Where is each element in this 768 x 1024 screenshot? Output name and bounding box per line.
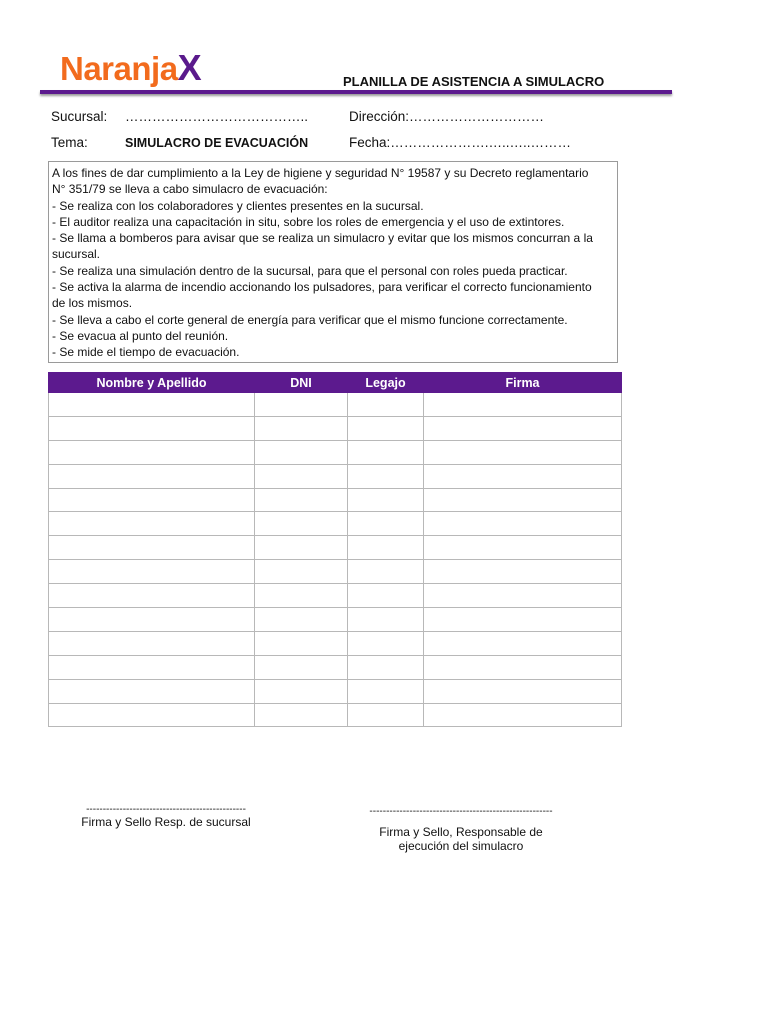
legajo-cell [348,512,424,536]
legajo-cell [348,703,424,727]
intro-line: - El auditor realiza una capacitación in situ, sobre los roles de emergencia y el uso de extintores. [52,214,565,229]
dni-cell [255,631,348,655]
signature-line: ------------------------------------------------------- [369,806,553,817]
tema-label: Tema: [51,135,88,150]
dni-cell [255,393,348,417]
direccion-label: Dirección: [349,109,410,124]
dni-cell [255,464,348,488]
naranjax-logo [60,47,202,88]
table-row [49,679,622,703]
legajo-cell [348,655,424,679]
sucursal-value: ………………………………….. [125,109,309,124]
direccion-value: ………………………… [409,109,545,124]
fecha-value: ………………….…..…..……… [390,135,572,150]
dni-cell [255,512,348,536]
nombre-cell [49,584,255,608]
firma-cell [424,703,622,727]
dni-cell [255,679,348,703]
tema-value: SIMULACRO DE EVACUACIÓN [125,136,309,150]
logo-text: Naranja [60,50,178,87]
intro-line: N° 351/79 se lleva a cabo simulacro de evacuación: [52,182,328,197]
signature-responsable [356,806,566,853]
dni-cell [255,655,348,679]
intro-line: - Se llama a bomberos para avisar que se realiza un simulacro y evitar que los mismos concurran a la [52,231,593,246]
table-row [49,464,622,488]
table-row [49,536,622,560]
intro-line: - Se realiza con los colaboradores y clientes presentes en la sucursal. [52,198,424,213]
attendance-table [48,372,622,727]
table-row [49,512,622,536]
legajo-cell [348,631,424,655]
intro-line: - Se realiza una simulación dentro de la sucursal, para que el personal con roles pueda practicar. [52,263,568,278]
firma-cell [424,679,622,703]
table-header-row [49,373,622,393]
nombre-cell [49,464,255,488]
firma-cell [424,464,622,488]
firma-cell [424,584,622,608]
legajo-cell [348,464,424,488]
dni-cell [255,440,348,464]
table-row [49,440,622,464]
intro-line: sucursal. [52,247,101,262]
document-title: PLANILLA DE ASISTENCIA A SIMULACRO [343,74,605,89]
sucursal-field [51,109,309,124]
tema-field [51,135,309,150]
dni-cell [255,560,348,584]
header-firma: Firma [424,373,622,393]
nombre-cell [49,608,255,632]
legajo-cell [348,608,424,632]
intro-text-box [48,161,618,363]
legajo-cell [348,416,424,440]
nombre-cell [49,560,255,584]
table-row [49,416,622,440]
dni-cell [255,584,348,608]
firma-cell [424,608,622,632]
dni-cell [255,488,348,512]
nombre-cell [49,679,255,703]
legajo-cell [348,488,424,512]
sucursal-label: Sucursal: [51,109,108,124]
intro-line: de los mismos. [52,296,133,311]
table-row [49,393,622,417]
direccion-field [349,109,544,124]
nombre-cell [49,393,255,417]
table-row [49,488,622,512]
nombre-cell [49,488,255,512]
logo-x: X [177,47,202,88]
nombre-cell [49,703,255,727]
signature-label-2: ejecución del simulacro [398,839,524,853]
signature-label: Firma y Sello Resp. de sucursal [81,815,251,829]
firma-cell [424,536,622,560]
nombre-cell [49,416,255,440]
intro-line: - Se evacua al punto del reunión. [52,328,229,343]
legajo-cell [348,679,424,703]
table-row [49,608,622,632]
intro-line: - Se mide el tiempo de evacuación. [52,345,240,360]
table-row [49,560,622,584]
intro-line: - Se activa la alarma de incendio accionando los pulsadores, para verificar el correcto funcionamiento [52,280,592,295]
legajo-cell [348,536,424,560]
signature-sucursal [68,804,264,829]
dni-cell [255,703,348,727]
nombre-cell [49,655,255,679]
header-legajo: Legajo [348,373,424,393]
fecha-field [349,135,571,150]
legajo-cell [348,393,424,417]
legajo-cell [348,584,424,608]
header-rule [40,90,672,94]
firma-cell [424,560,622,584]
dni-cell [255,608,348,632]
legajo-cell [348,440,424,464]
firma-cell [424,416,622,440]
firma-cell [424,440,622,464]
nombre-cell [49,631,255,655]
firma-cell [424,512,622,536]
table-row [49,584,622,608]
nombre-cell [49,536,255,560]
intro-line: A los fines de dar cumplimiento a la Ley de higiene y seguridad N° 19587 y su Decreto reglamentario [52,166,589,180]
legajo-cell [348,560,424,584]
firma-cell [424,488,622,512]
fecha-label: Fecha: [349,135,391,150]
table-row [49,703,622,727]
firma-cell [424,655,622,679]
dni-cell [255,536,348,560]
signature-line: ------------------------------------------------ [86,804,246,815]
table-row [49,655,622,679]
firma-cell [424,631,622,655]
firma-cell [424,393,622,417]
table-row [49,631,622,655]
header-nombre: Nombre y Apellido [49,373,255,393]
intro-line: - Se lleva a cabo el corte general de energía para verificar que el mismo funcione correctamente. [52,312,568,327]
nombre-cell [49,440,255,464]
header-dni: DNI [255,373,348,393]
nombre-cell [49,512,255,536]
dni-cell [255,416,348,440]
signature-label-1: Firma y Sello, Responsable de [379,825,543,839]
